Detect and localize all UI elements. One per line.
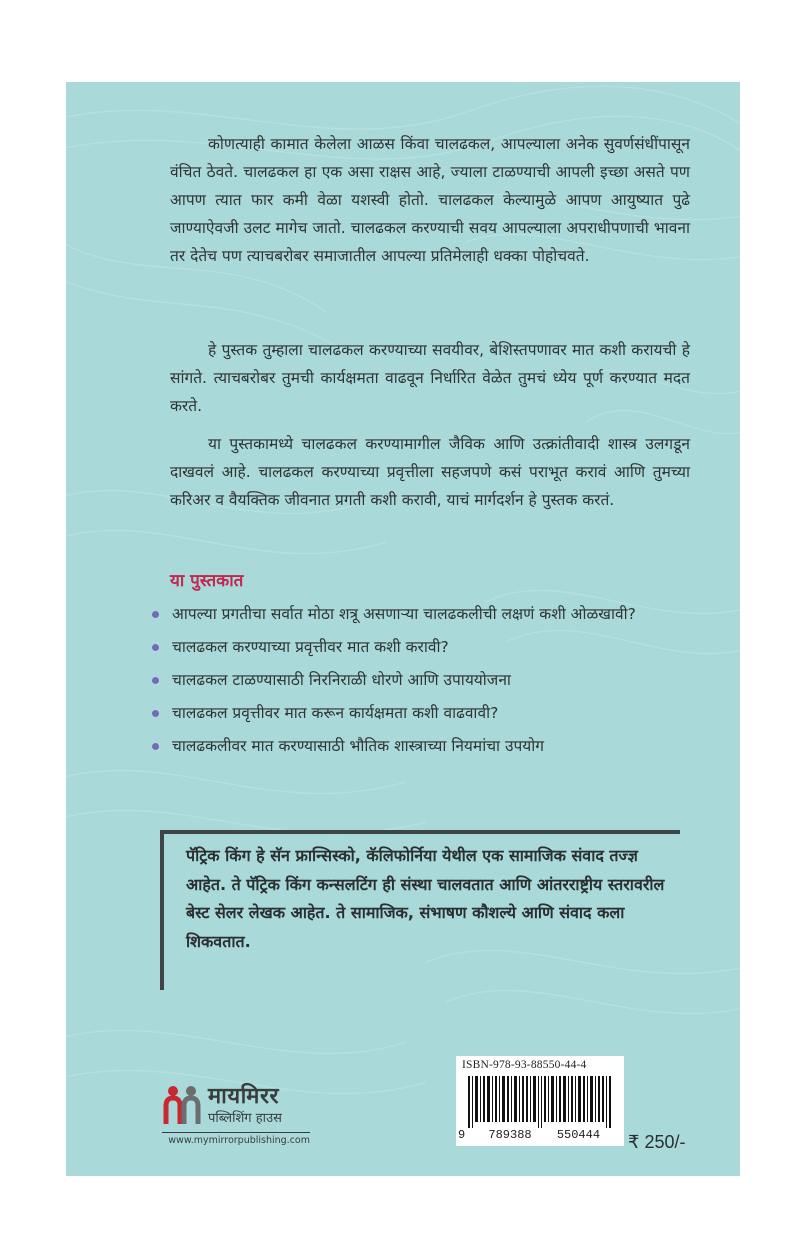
list-item	[150, 600, 710, 628]
dot-icon	[152, 743, 159, 750]
blurb-paragraph-2: हे पुस्तक तुम्हाला चालढकल करण्याच्या सवयीवर, बेशिस्तपणावर मात कशी करायची हे सांगते. त्याचबरोबर तुमची कार्यक्षमता वाढवून निर्धारित वेळेत तुमचं ध्येय पूर्ण करण्यात मदत करते.	[170, 341, 690, 415]
list-item	[150, 633, 710, 661]
contents-list	[150, 600, 710, 765]
isbn-label: ISBN-978-93-88550-44-4	[462, 1059, 587, 1071]
author-bio: पॅट्रिक किंग हे सॅन फ्रान्सिस्को, कॅलिफोर्निया येथील एक सामाजिक संवाद तज्ज्ञ आहेत. ते पॅट्रिक किंग कन्सलटिंग ही संस्था चालवतात आणि आंतरराष्ट्रीय स्तरावरील बेस्ट सेलर लेखक आहेत. ते सामाजिक, संभाषण कौशल्ये आणि संवाद कला शिकवतात.	[186, 846, 665, 951]
contents-heading: या पुस्तकात	[170, 571, 244, 591]
back-cover	[66, 82, 740, 1176]
publisher-name: मायमिरर	[208, 1084, 279, 1109]
author-bio-box	[160, 830, 680, 990]
publisher-website: www.mymirrorpublishing.com	[162, 1132, 310, 1146]
barcode-icon	[466, 1076, 616, 1128]
price-label: ₹ 250/-	[628, 1132, 686, 1152]
barcode-digit-group-2: 550444	[556, 1128, 601, 1142]
list-item-text: चालढकल टाळण्यासाठी निरनिराळी धोरणे आणि उपाययोजना	[172, 671, 511, 689]
blurb-paragraph-1: कोणत्याही कामात केलेला आळस किंवा चालढकल, आपल्याला अनेक सुवर्णसंधींपासून वंचित ठेवते. चालढकल हा एक असा राक्षस आहे, ज्याला टाळण्याची आपली इच्छा असते पण आपण त्यात फार कमी वेळा यशस्वी होतो. चालढकल केल्यामुळे आपण आयुष्यात पुढे जाण्याऐवजी उलट मागेच जातो. चालढकल करण्याची सवय आपल्याला अपराधीपणाची भावना तर देतेच पण त्याचबरोबर समाजातील आपल्या प्रतिमेलाही धक्का पोहोचवते.	[170, 135, 690, 265]
dot-icon	[152, 677, 159, 684]
barcode-panel	[456, 1056, 624, 1146]
list-item-text: चालढकल प्रवृत्तीवर मात करून कार्यक्षमता कशी वाढवावी?	[172, 704, 499, 722]
dot-icon	[152, 644, 159, 651]
two-people-mirror-icon	[162, 1082, 202, 1126]
barcode-digits	[458, 1128, 622, 1142]
list-item-text: आपल्या प्रगतीचा सर्वात मोठा शत्रू असणाऱ्या चालढकलीची लक्षणं कशी ओळखावी?	[172, 605, 636, 623]
list-item-text: चालढकल करण्याच्या प्रवृत्तीवर मात कशी करावी?	[172, 638, 449, 656]
publisher-subtitle: पब्लिशिंग हाउस	[208, 1111, 282, 1126]
list-item	[150, 699, 710, 727]
list-item-text: चालढकलीवर मात करण्यासाठी भौतिक शास्त्राच्या नियमांचा उपयोग	[172, 737, 545, 755]
barcode-digit-group-1: 789388	[488, 1128, 532, 1142]
list-item	[150, 732, 710, 760]
publisher-block	[162, 1082, 342, 1152]
barcode-digit-lead: 9	[458, 1128, 466, 1142]
dot-icon	[152, 611, 159, 618]
list-item	[150, 666, 710, 694]
blurb-paragraph-3: या पुस्तकामध्ये चालढकल करण्यामागील जैविक आणि उत्क्रांतीवादी शास्त्र उलगडून दाखवलं आहे. चालढकल करण्याच्या प्रवृत्तीला सहजपणे कसं पराभूत करावं आणि तुमच्या करिअर व वैयक्तिक जीवनात प्रगती कशी करावी, याचं मार्गदर्शन हे पुस्तक करतं.	[170, 435, 690, 509]
dot-icon	[152, 710, 159, 717]
